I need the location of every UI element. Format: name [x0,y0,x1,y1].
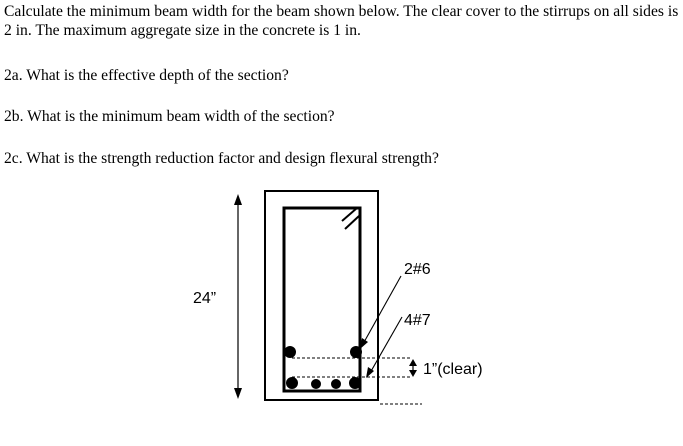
rebar [311,379,321,389]
stirrup [284,208,360,391]
rebar [349,377,361,389]
problem-statement: Calculate the minimum beam width for the beam shown below. The clear cover to the stirrups on all sides is 2 in. The maximum aggregate size in the concrete is 1 in. [4,3,679,39]
depth-dimension-arrow [234,194,242,399]
top-bar-label: 2#6 [404,261,431,278]
clear-spacing-label: 1”(clear) [423,361,483,378]
rebar [284,346,296,358]
rebar [286,377,298,389]
question-2b: 2b. What is the minimum beam width of the section? [4,108,335,125]
bottom-bar-label: 4#7 [404,312,431,329]
question-2c: 2c. What is the strength reduction factor and design flexural strength? [4,150,439,167]
question-2a: 2a. What is the effective depth of the section? [4,67,289,84]
bottom-bar-leader [366,317,402,378]
stirrup-hook [342,208,359,229]
depth-label: 24” [193,290,217,307]
rebar [331,379,341,389]
rebar [350,346,362,358]
clear-spacing-arrow [409,359,417,377]
top-bar-leader [360,276,401,349]
